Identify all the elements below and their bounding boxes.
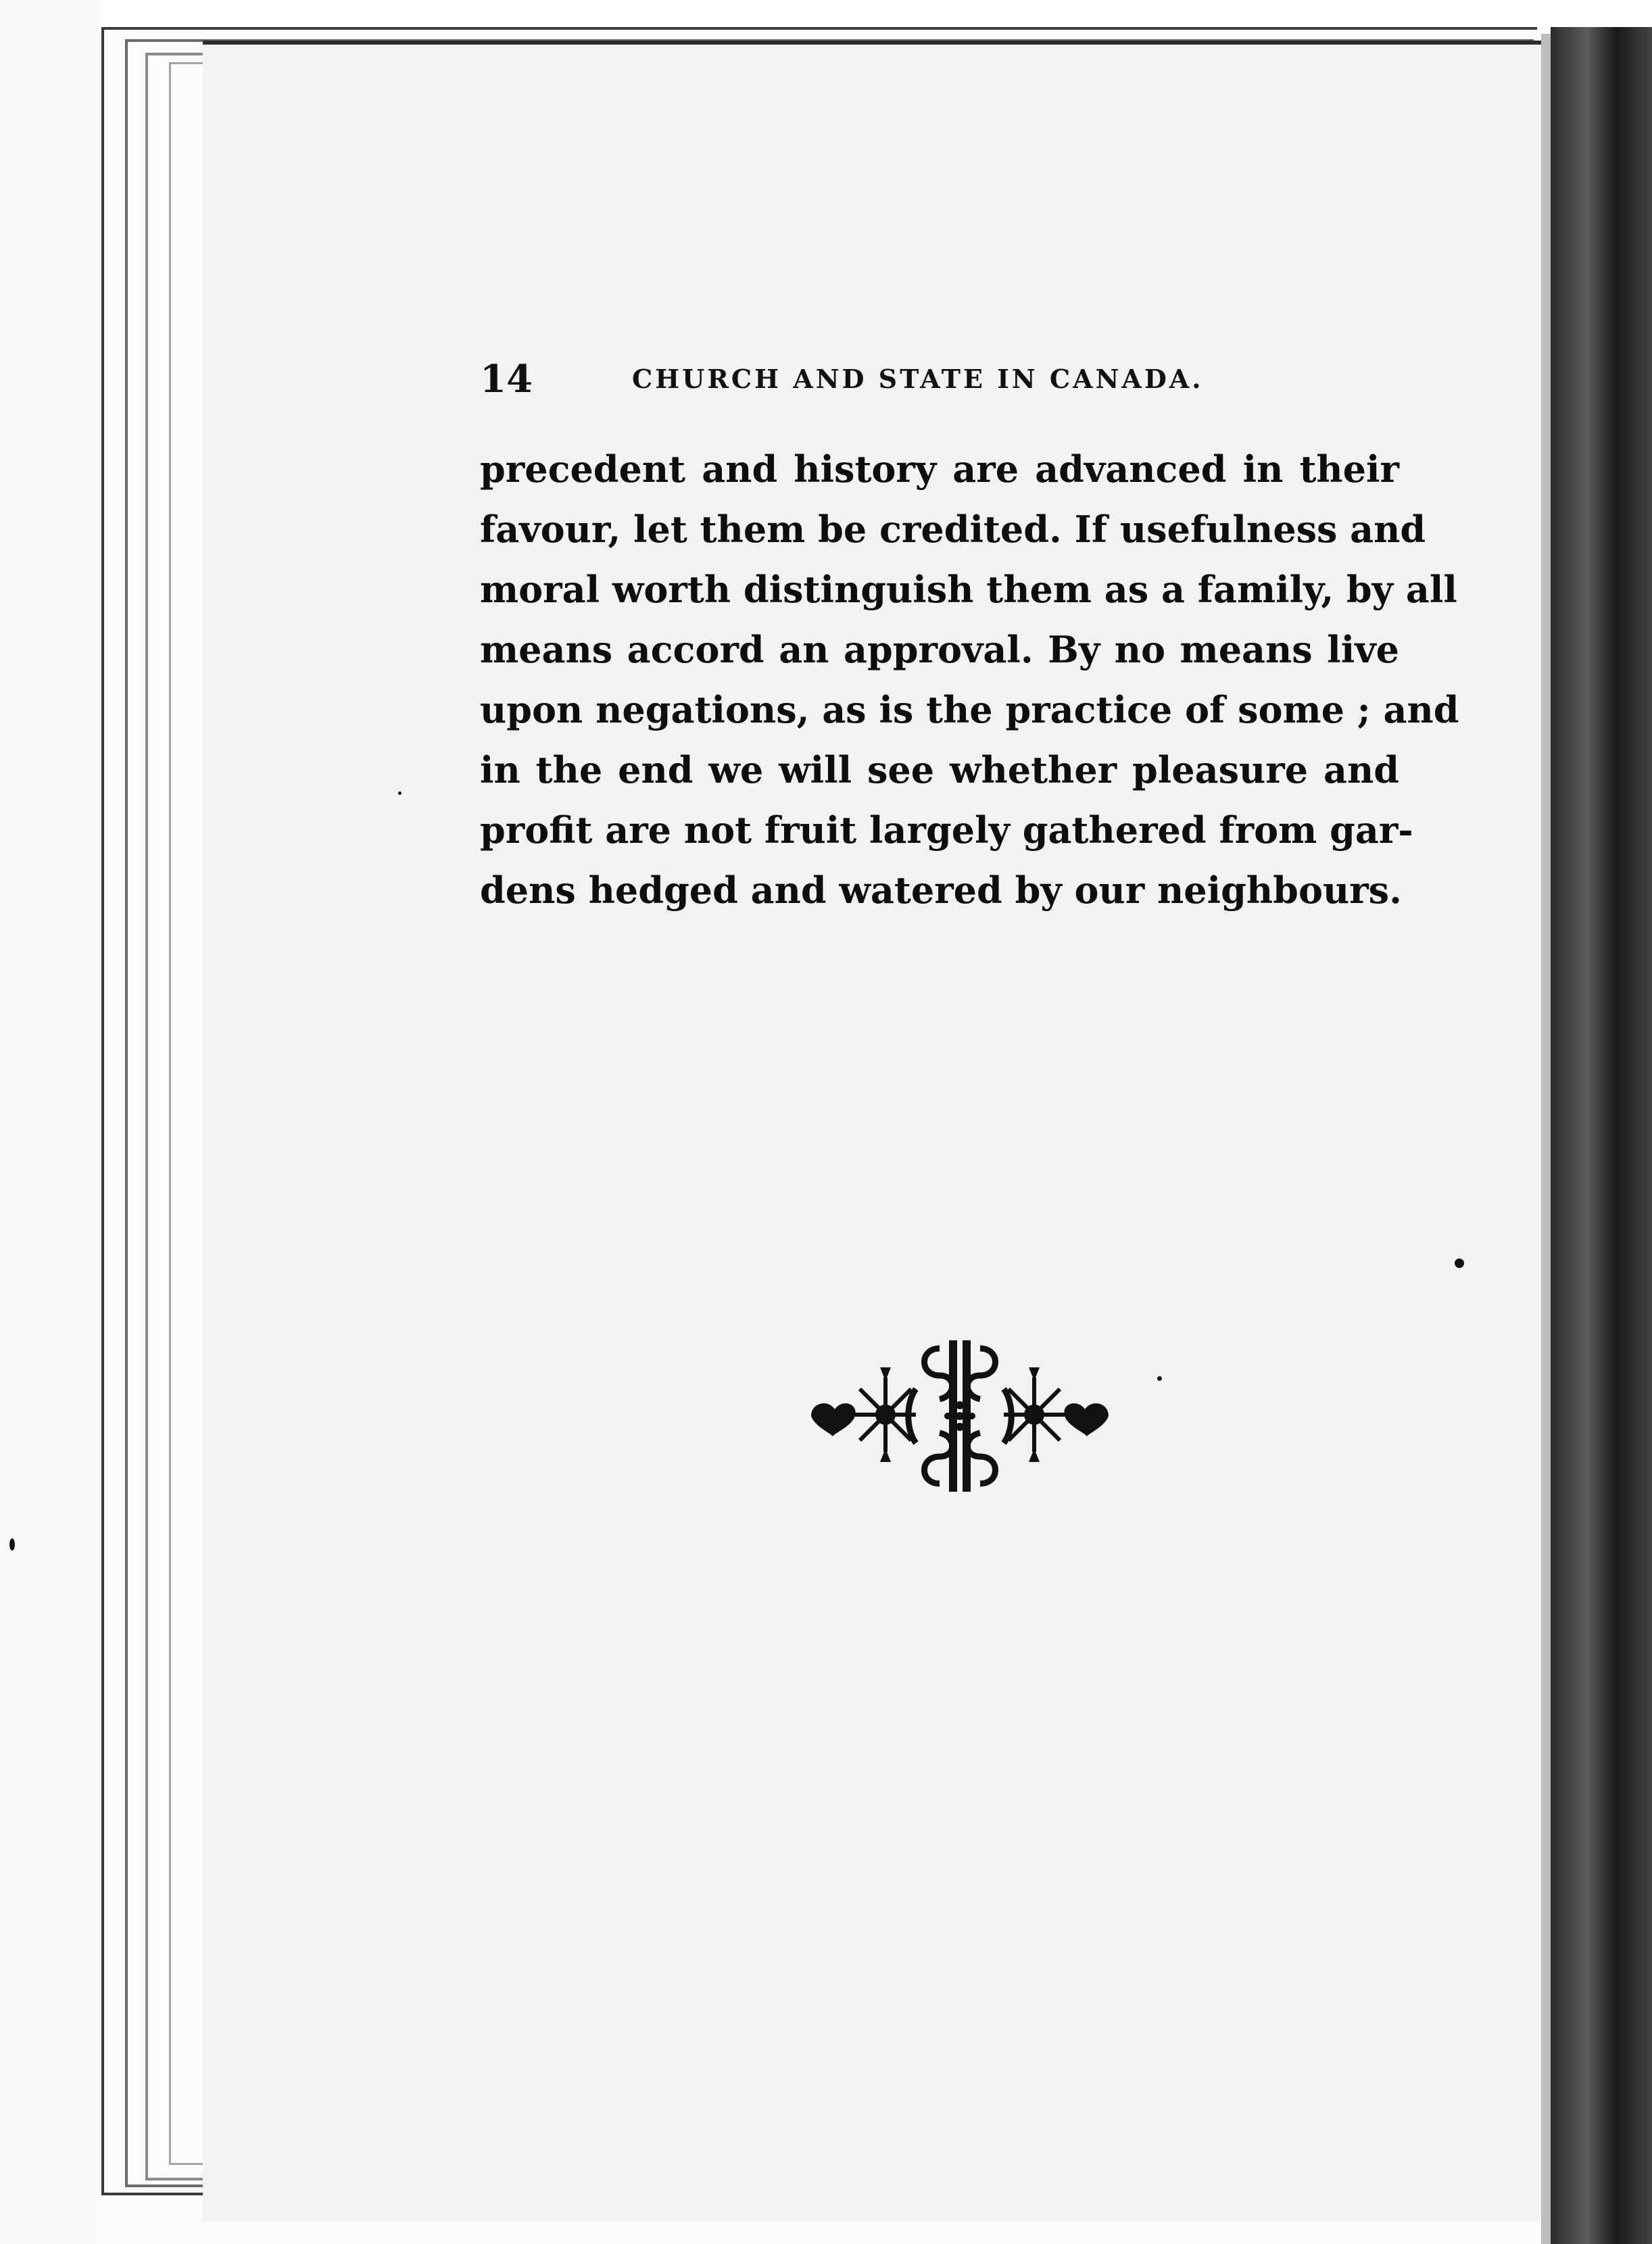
ink-speck (398, 791, 402, 795)
book-binding-shadow (1551, 27, 1652, 2244)
text-line: dens hedged and watered by our neighbours. (480, 869, 1402, 912)
page-gutter-edge (1541, 34, 1551, 2244)
body-paragraph (480, 439, 1459, 921)
text-line: upon negations, as is the practice of some ; and (480, 688, 1459, 731)
text-line: in the end we will see whether pleasure and (480, 748, 1399, 791)
text-line: precedent and history are advanced in their (480, 447, 1399, 491)
text-line: favour, let them be credited. If usefulness and (480, 508, 1426, 551)
running-head-title: CHURCH AND STATE IN CANADA. (632, 364, 1204, 394)
scan-background-left (0, 0, 101, 2244)
ink-speck (1157, 1376, 1162, 1381)
text-line: profit are not fruit largely gathered from gar- (480, 808, 1413, 852)
scan-background-top (101, 0, 1652, 27)
text-line: means accord an approval. By no means live (480, 628, 1399, 671)
page-number: 14 (480, 357, 533, 401)
text-line: moral worth distinguish them as a family, by all (480, 568, 1457, 611)
running-head (480, 357, 1386, 411)
ink-speck (1455, 1259, 1464, 1268)
tailpiece-ornament-icon (804, 1335, 1115, 1497)
ink-speck (9, 1538, 15, 1551)
